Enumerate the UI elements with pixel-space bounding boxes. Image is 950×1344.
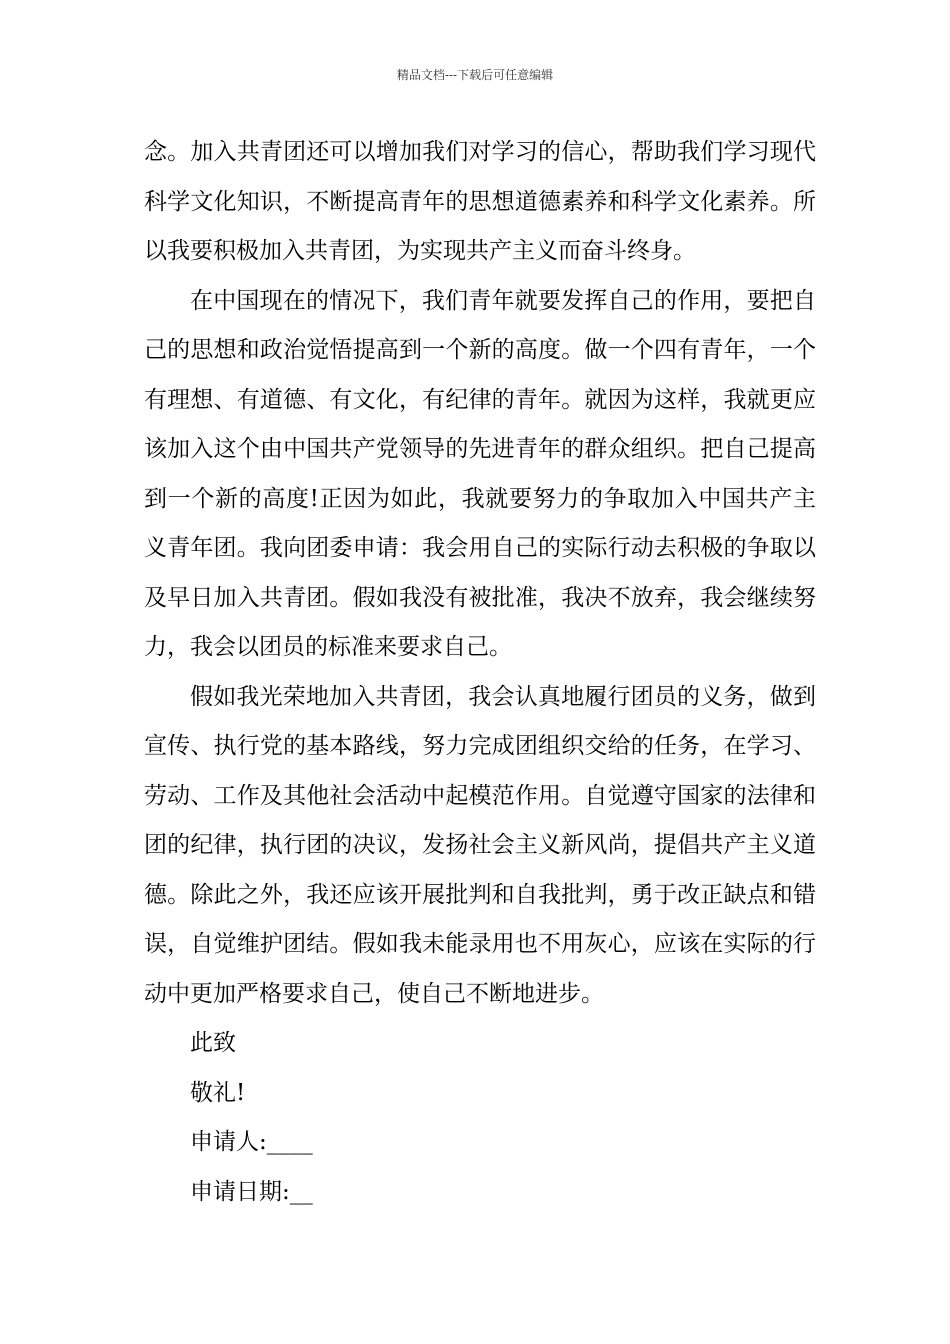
regards: 敬礼! xyxy=(190,1079,246,1106)
document-header: 精品文档---下载后可任意编辑 xyxy=(396,68,554,82)
closing-block xyxy=(144,1019,816,1217)
paragraph-3: 假如我光荣地加入共青团，我会认真地履行团员的义务，做到宣传、执行党的基本路线，努力完成团组织交给的任务，在学习、劳动、工作及其他社会活动中起模范作用。自觉遵守国家的法律和团的纪律，执行团的决议，发扬社会主义新风尚，提倡共产主义道德。除此之外，我还应该开展批判和自我批判，勇于改正缺点和错误，自觉维护团结。假如我未能录用也不用灰心，应该在实际的行动中更加严格要求自己，使自己不断地进步。 xyxy=(144,683,816,1007)
document-body xyxy=(144,128,816,1217)
applicant-line: 申请人:____ xyxy=(190,1129,313,1155)
paragraph-1: 念。加入共青团还可以增加我们对学习的信心，帮助我们学习现代科学文化知识，不断提高青年的思想道德素养和科学文化素养。所以我要积极加入共青团，为实现共产主义而奋斗终身。 xyxy=(144,139,816,264)
paragraph-2: 在中国现在的情况下，我们青年就要发挥自己的作用，要把自己的思想和政治觉悟提高到一个新的高度。做一个四有青年，一个有理想、有道德、有文化，有纪律的青年。就因为这样，我就更应该加入这个由中国共产党领导的先进青年的群众组织。把自己提高到一个新的高度!正因为如此，我就要努力的争取加入中国共产主义青年团。我向团委申请：我会用自己的实际行动去积极的争取以及早日加入共青团。假如我没有被批准，我决不放弃，我会继续努力，我会以团员的标准来要求自己。 xyxy=(144,287,816,660)
salutation: 此致 xyxy=(190,1030,236,1056)
date-line: 申请日期:__ xyxy=(190,1178,313,1205)
